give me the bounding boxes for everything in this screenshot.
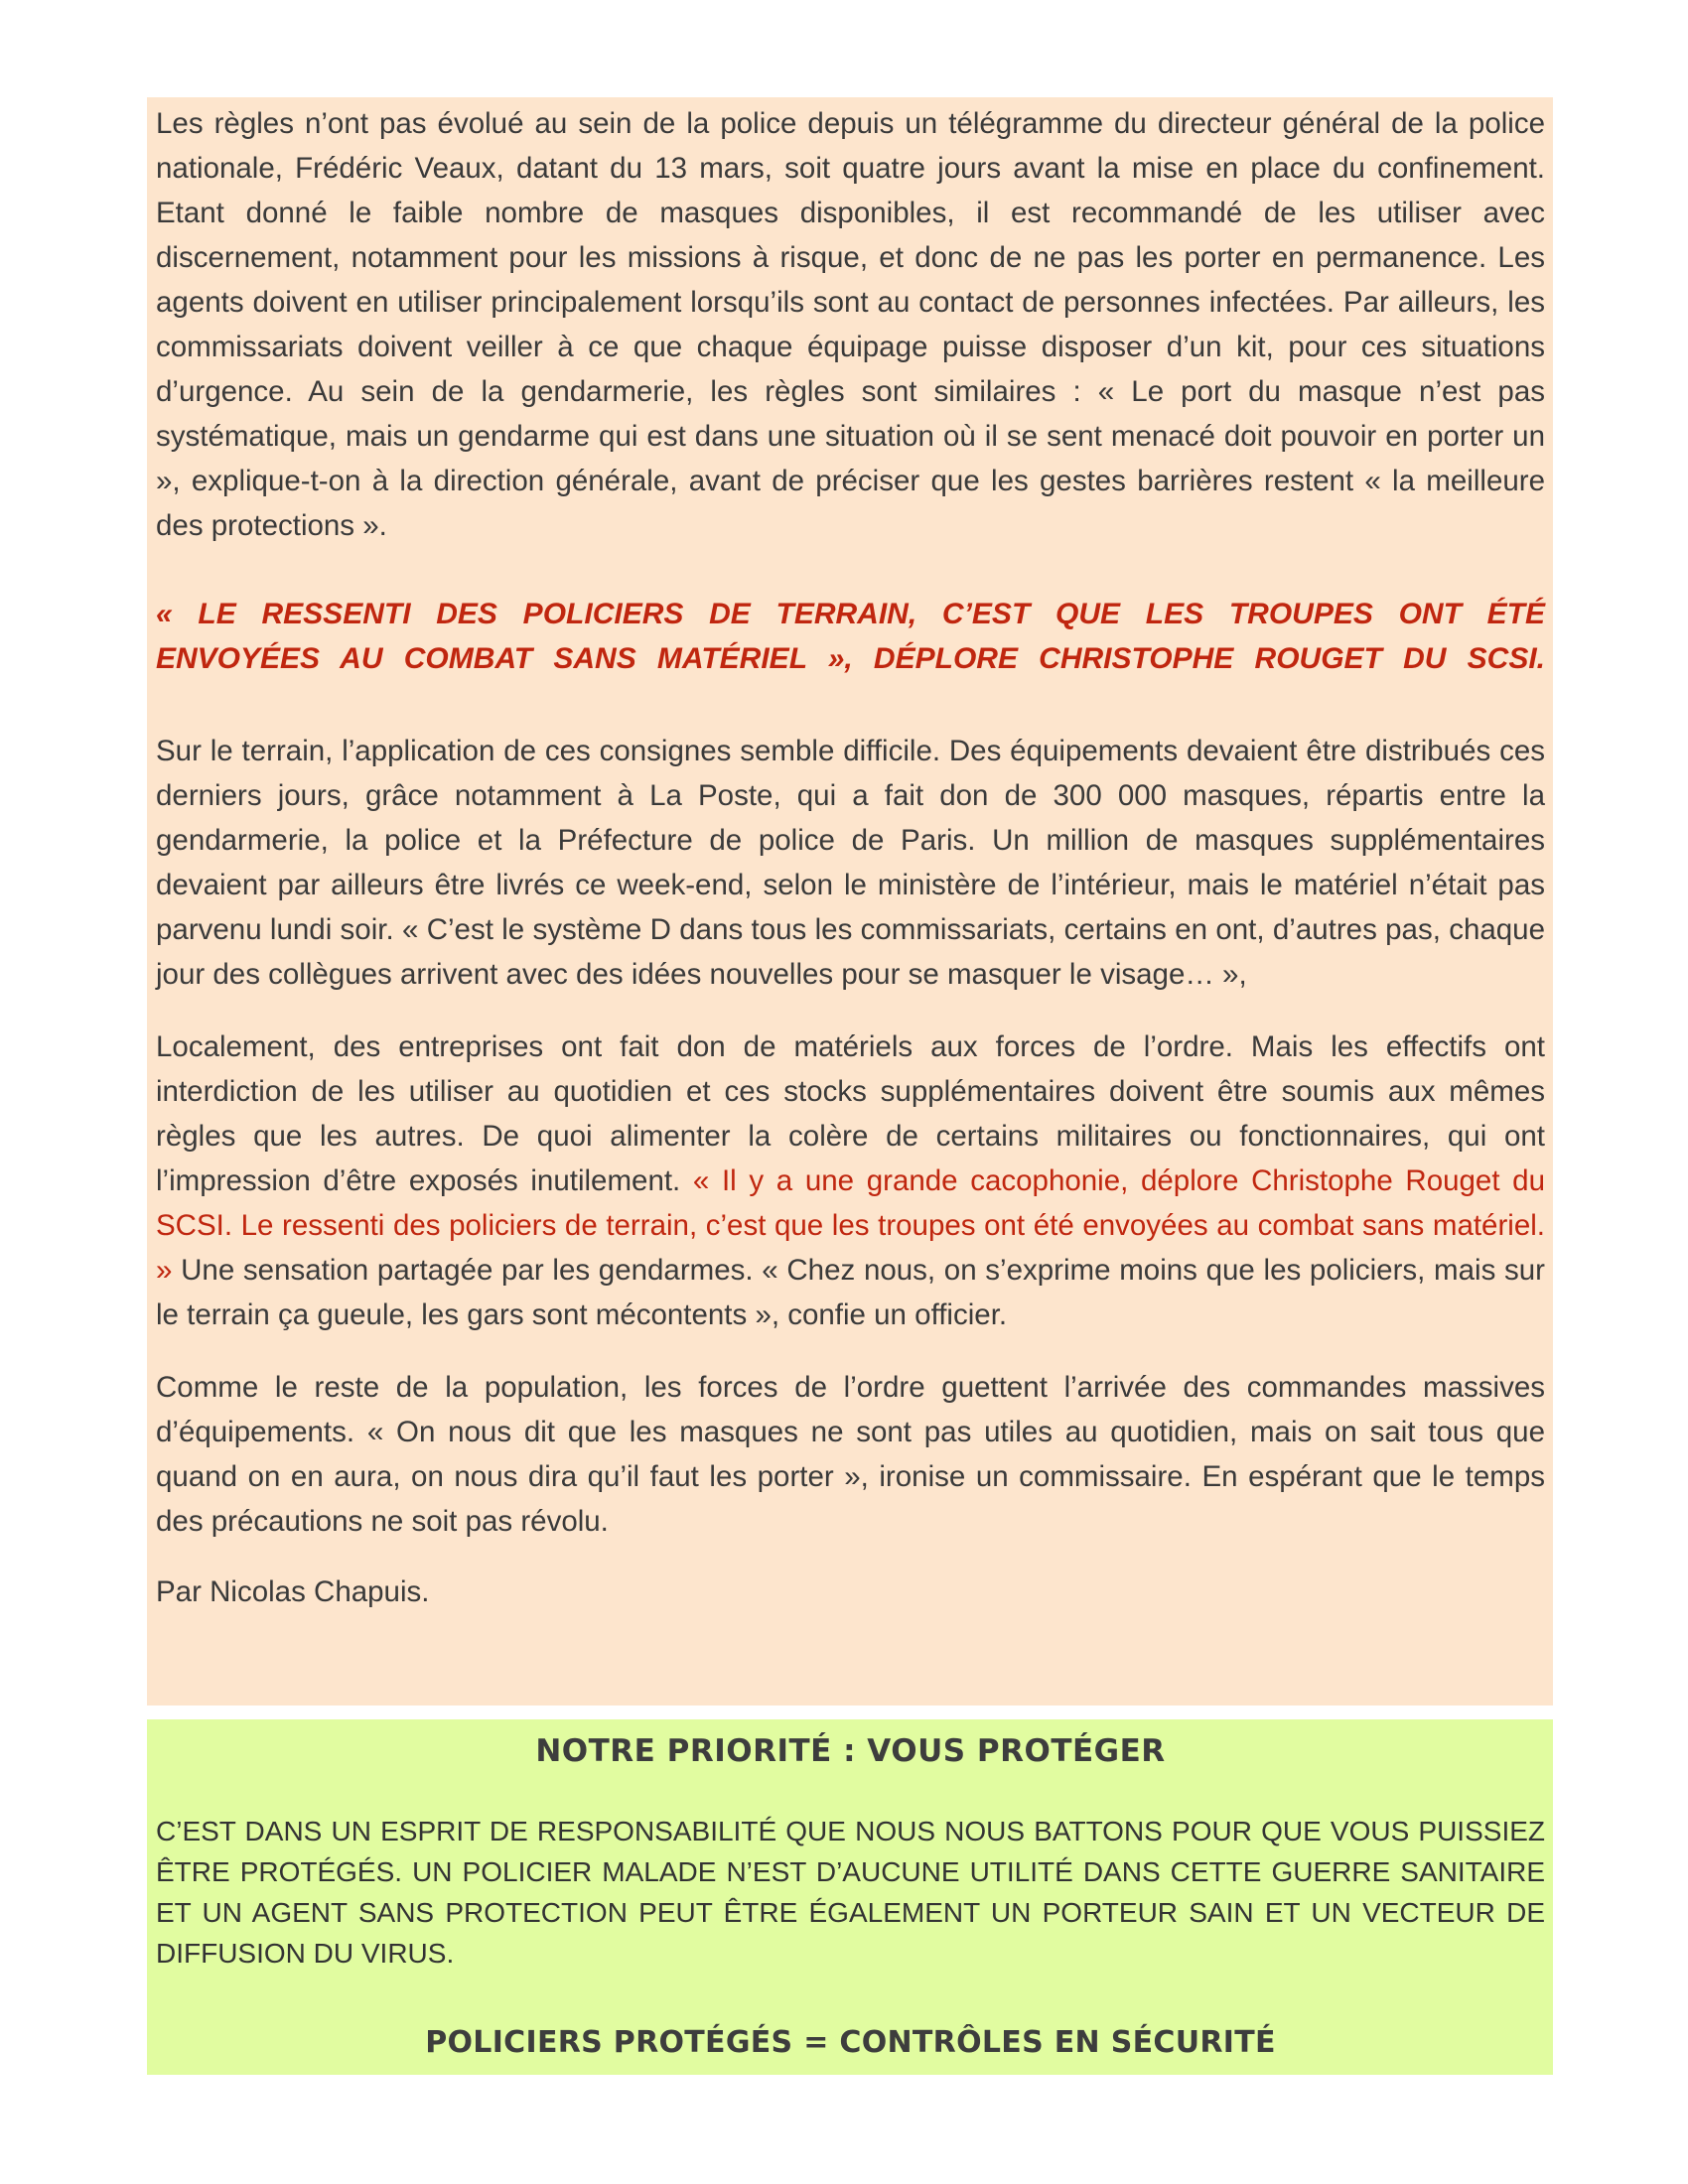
- article-box: [147, 97, 1553, 1706]
- article-paragraph-3: [156, 1024, 1545, 1337]
- priority-text: C’EST DANS UN ESPRIT DE RESPONSABILITÉ QUE NOUS NOUS BATTONS POUR QUE VOUS PUISSIEZ ÊTRE PROTÉGÉS. UN POLICIER MALADE N’EST D’AUCUNE UTILITÉ DANS CETTE GUERRE SANITAIRE ET UN AGENT SANS PROTECTION PEUT ÊTRE ÉGALEMENT UN PORTEUR SAIN ET UN VECTEUR DE DIFFUSION DU VIRUS.: [156, 1816, 1545, 1969]
- pull-quote-line-1: « LE RESSENTI DES POLICIERS DE TERRAIN, C’EST QUE LES TROUPES ONT ÉTÉ: [156, 598, 1545, 630]
- red-quote: « Il y a une grande cacophonie, déplore Christophe Rouget du SCSI. Le ressenti des policiers de terrain, c’est que les troupes ont été envoyées au combat sans matériel. »: [156, 1164, 1545, 1287]
- author-signature: Par Nicolas Chapuis.: [156, 1575, 430, 1608]
- pull-quote-headline: [156, 592, 1545, 681]
- priority-footer: POLICIERS PROTÉGÉS = CONTRÔLES EN SÉCURITÉ: [425, 2025, 1276, 2060]
- paragraph-3-end: Une sensation partagée par les gendarmes. « Chez nous, on s’exprime moins que les policiers, mais sur le terrain ça gueule, les gars sont mécontents », confie un officier.: [156, 1254, 1545, 1331]
- priority-title: NOTRE PRIORITÉ : VOUS PROTÉGER: [535, 1733, 1166, 1769]
- article-paragraph-1: Les règles n’ont pas évolué au sein de la police depuis un télégramme du directeur général de la police nationale, Frédéric Veaux, datant du 13 mars, soit quatre jours avant la mise en place du confinement. Etant donné le faible nombre de masques disponibles, il est recommandé de les utiliser avec discernement, notamment pour les missions à risque, et donc de ne pas les porter en permanence. Les agents doivent en utiliser principalement lorsqu’ils sont au contact de personnes infectées. Par ailleurs, les commissariats doivent veiller à ce que chaque équipage puisse disposer d’un kit, pour ces situations d’urgence. Au sein de la gendarmerie, les règles sont similaires : « Le port du masque n’est pas systématique, mais un gendarme qui est dans une situation où il se sent menacé doit pouvoir en porter un », explique-t-on à la direction générale, avant de préciser que les gestes barrières restent « la meilleure des protections ».: [156, 107, 1545, 542]
- paragraph-3-start: Localement, des entreprises ont fait don de matériels aux forces de l’ordre. Mais les effectifs ont interdiction de les utiliser au quotidien et ces stocks supplémentaires doivent être soumis aux mêmes règles que les autres. De quoi alimenter la colère de certains militaires ou fonctionnaires, qui ont l’impression d’être exposés inutilement.: [156, 1030, 1545, 1197]
- article-paragraph-4: Comme le reste de la population, les forces de l’ordre guettent l’arrivée des commandes massives d’équipements. « On nous dit que les masques ne sont pas utiles au quotidien, mais on sait tous que quand on en aura, on nous dira qu’il faut les porter », ironise un commissaire. En espérant que le temps des précautions ne soit pas révolu.: [156, 1371, 1545, 1538]
- article-paragraph-2: Sur le terrain, l’application de ces consignes semble difficile. Des équipements devaient être distribués ces derniers jours, grâce notamment à La Poste, qui a fait don de 300 000 masques, répartis entre la gendarmerie, la police et la Préfecture de police de Paris. Un million de masques supplémentaires devaient par ailleurs être livrés ce week-end, selon le ministère de l’intérieur, mais le matériel n’était pas parvenu lundi soir. « C’est le système D dans tous les commissariats, certains en ont, d’autres pas, chaque jour des collègues arrivent avec des idées nouvelles pour se masquer le visage… »,: [156, 735, 1545, 991]
- priority-box: [147, 1719, 1553, 2075]
- pull-quote-line-2: ENVOYÉES AU COMBAT SANS MATÉRIEL », DÉPLORE CHRISTOPHE ROUGET DU SCSI.: [156, 642, 1545, 675]
